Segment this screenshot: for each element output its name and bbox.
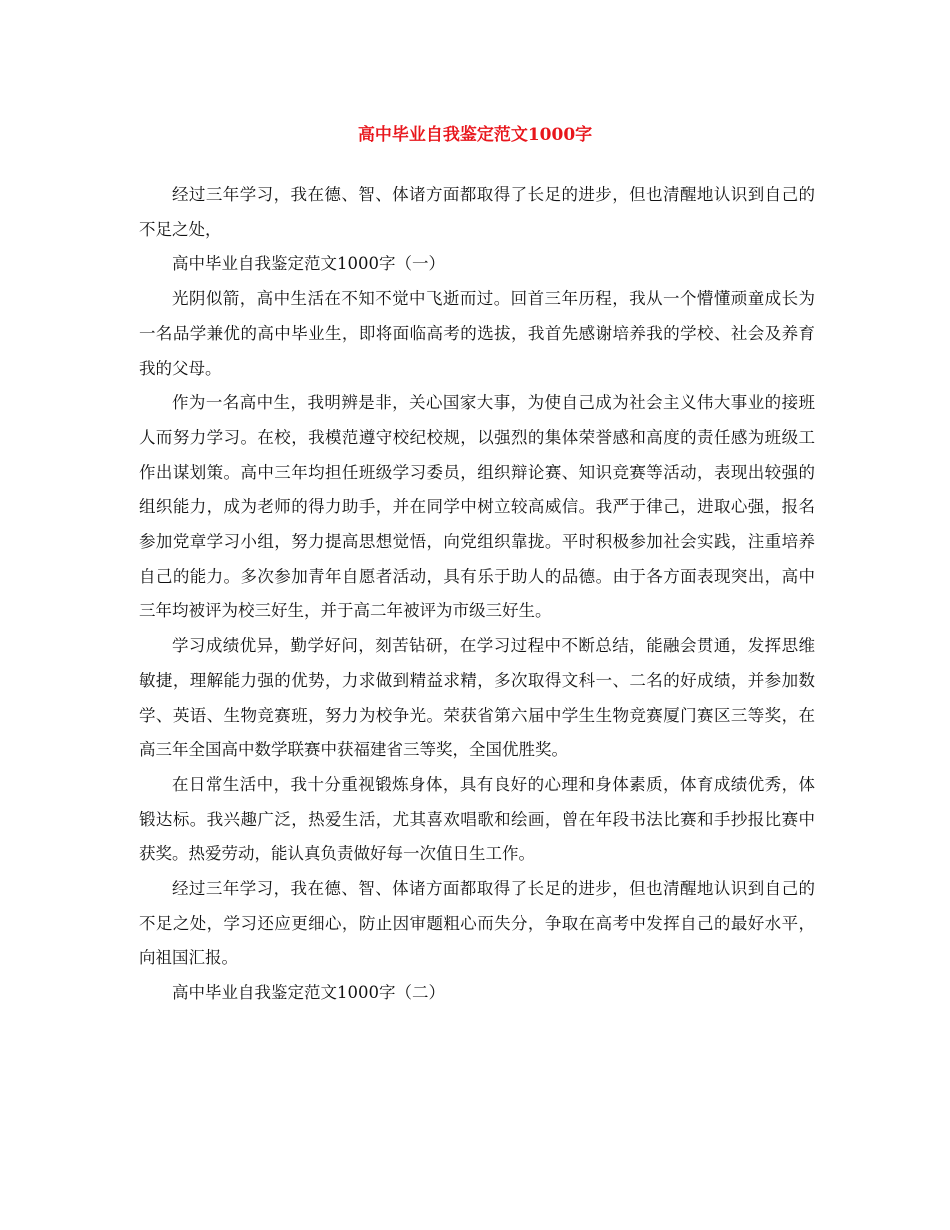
section-heading-one: 高中毕业自我鉴定范文1000字（一） bbox=[172, 254, 445, 274]
intro-paragraph: 经过三年学习，我在德、智、体诸方面都取得了长足的进步，但也清醒地认识到自己的不足之处， bbox=[139, 185, 815, 239]
document-body bbox=[139, 178, 815, 1011]
body-paragraph: 学习成绩优异，勤学好问，刻苦钻研，在学习过程中不断总结，能融会贯通，发挥思维敏捷，理解能力强的优势，力求做到精益求精，多次取得文科一、二名的好成绩，并参加数学、英语、生物竞赛班，努力为校争光。荣获省第六届中学生生物竞赛厦门赛区三等奖，在高三年全国高中数学联赛中获福建省三等奖，全国优胜奖。 bbox=[139, 636, 815, 760]
body-paragraph: 作为一名高中生，我明辨是非，关心国家大事，为使自己成为社会主义伟大事业的接班人而努力学习。在校，我模范遵守校纪校规，以强烈的集体荣誉感和高度的责任感为班级工作出谋划策。高中三年均担任班级学习委员，组织辩论赛、知识竞赛等活动，表现出较强的组织能力，成为老师的得力助手，并在同学中树立较高威信。我严于律己，进取心强，报名参加党章学习小组，努力提高思想觉悟，向党组织靠拢。平时积极参加社会实践，注重培养自己的能力。多次参加青年自愿者活动，具有乐于助人的品德。由于各方面表现突出，高中三年均被评为校三好生，并于高二年被评为市级三好生。 bbox=[139, 393, 815, 621]
section-heading-two: 高中毕业自我鉴定范文1000字（二） bbox=[172, 983, 445, 1003]
body-paragraph: 在日常生活中，我十分重视锻炼身体，具有良好的心理和身体素质，体育成绩优秀，体锻达标。我兴趣广泛，热爱生活，尤其喜欢唱歌和绘画，曾在年段书法比赛和手抄报比赛中获奖。热爱劳动，能认真负责做好每一次值日生工作。 bbox=[139, 774, 815, 864]
body-paragraph: 经过三年学习，我在德、智、体诸方面都取得了长足的进步，但也清醒地认识到自己的不足之处，学习还应更细心，防止因审题粗心而失分，争取在高考中发挥自己的最好水平，向祖国汇报。 bbox=[139, 879, 815, 968]
document-title: 高中毕业自我鉴定范文1000字 bbox=[357, 125, 593, 145]
body-paragraph: 光阴似箭，高中生活在不知不觉中飞逝而过。回首三年历程，我从一个懵懂顽童成长为一名品学兼优的高中毕业生，即将面临高考的选拔，我首先感谢培养我的学校、社会及养育我的父母。 bbox=[139, 289, 815, 378]
